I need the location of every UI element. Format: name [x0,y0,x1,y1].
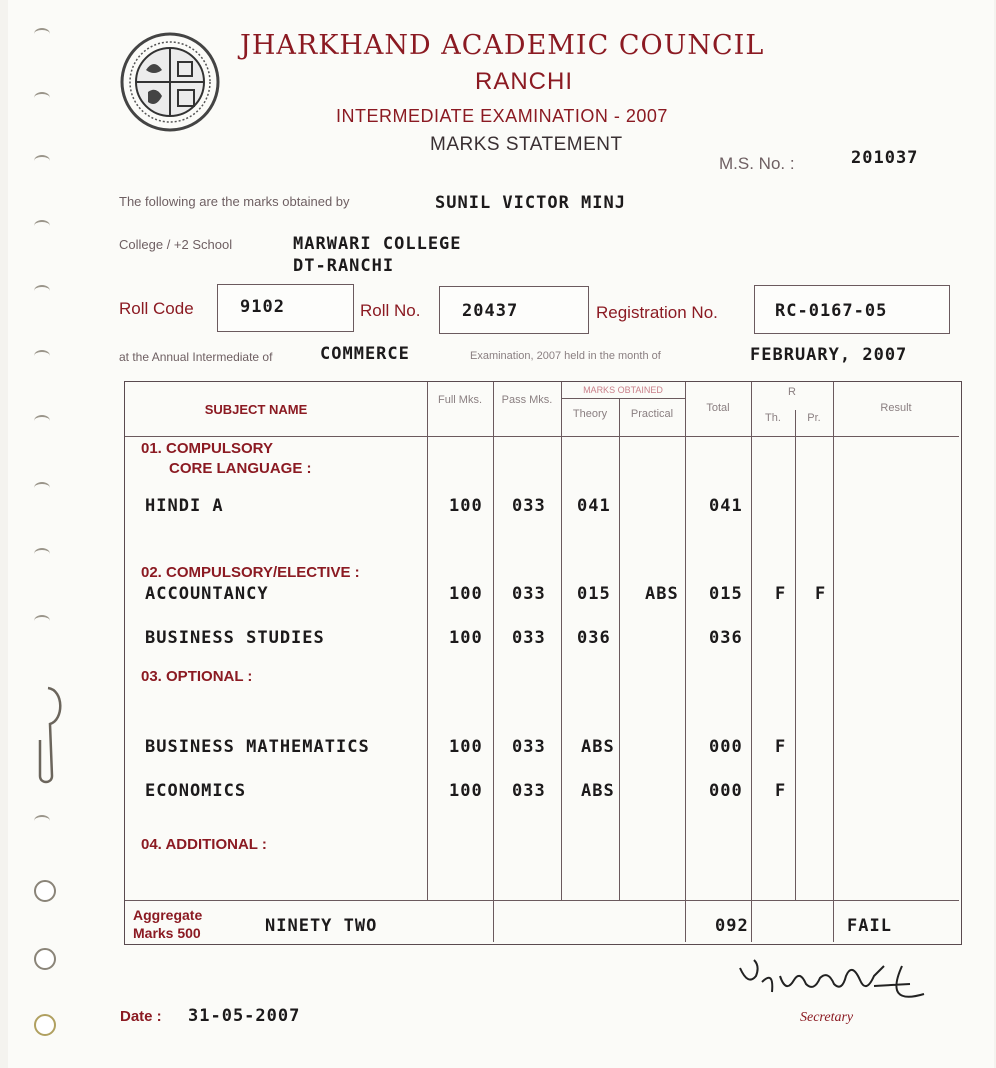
registration-label: Registration No. [596,303,718,322]
staple-clip [30,680,70,790]
section-additional-title: 04. ADDITIONAL : [141,836,267,853]
college-district: DT-RANCHI [293,256,395,276]
binder-hole [34,948,56,970]
theory-flag: F [775,584,787,604]
total-marks: 041 [709,496,743,516]
binder-hole [34,155,50,167]
col-r: R [788,386,796,398]
theory-flag: F [775,737,787,757]
binder-hole [34,285,50,297]
binder-hole [34,615,50,627]
theory-flag: F [775,781,787,801]
col-pr: Pr. [807,412,821,424]
binder-hole [34,482,50,494]
table-row [125,496,959,518]
col-th: Th. [765,412,781,424]
roll-code-value: 9102 [240,297,285,317]
aggregate-label: Aggregate Marks 500 [133,907,203,941]
section-compulsory-title: 01. COMPULSORY [141,440,273,457]
annual-label: at the Annual Intermediate of [119,350,273,364]
section-elective-title: 02. COMPULSORY/ELECTIVE : [141,564,360,581]
full-marks: 100 [449,628,483,648]
col-practical: Practical [630,408,674,420]
roll-no-box [439,286,589,334]
col-marks-obtained: MARKS OBTAINED [583,385,663,395]
col-full-marks: Full Mks. [438,394,482,406]
col-pass-marks: Pass Mks. [501,394,553,406]
total-marks: 000 [709,737,743,757]
college-label: College / +2 School [119,237,233,252]
candidate-name: SUNIL VICTOR MINJ [435,193,626,213]
table-row [125,628,959,650]
binder-hole [34,28,50,40]
pass-marks: 033 [512,496,546,516]
aggregate-total: 092 [715,916,749,936]
statement-title: MARKS STATEMENT [430,134,623,155]
binder-hole [34,815,50,827]
pass-marks: 033 [512,628,546,648]
col-total: Total [706,402,730,414]
binder-hole [34,548,50,560]
held-label: Examination, 2007 held in the month of [470,350,661,362]
theory-marks: 036 [577,628,611,648]
registration-box [754,285,950,334]
section-optional-title: 03. OPTIONAL : [141,668,253,685]
exam-title: INTERMEDIATE EXAMINATION - 2007 [336,106,668,126]
total-marks: 000 [709,781,743,801]
pass-marks: 033 [512,737,546,757]
full-marks: 100 [449,737,483,757]
council-seal-logo [118,30,222,134]
month-value: FEBRUARY, 2007 [750,345,908,365]
council-city: RANCHI [475,68,574,95]
subject-name: HINDI A [145,496,224,516]
full-marks: 100 [449,781,483,801]
roll-code-box [217,284,354,332]
registration-value: RC-0167-05 [775,301,888,321]
roll-no-value: 20437 [462,301,519,321]
ms-no-value: 201037 [851,148,919,168]
theory-marks: 041 [577,496,611,516]
theory-marks: ABS [581,737,615,757]
total-marks: 015 [709,584,743,604]
binder-hole [34,350,50,362]
stream-value: COMMERCE [320,344,410,364]
ms-no-label: M.S. No. : [719,154,795,173]
marks-statement-sheet [8,0,994,1068]
col-result: Result [880,402,912,414]
practical-flag: F [815,584,827,604]
practical-marks: ABS [645,584,679,604]
council-name: JHARKHAND ACADEMIC COUNCIL [240,30,765,61]
full-marks: 100 [449,496,483,516]
total-marks: 036 [709,628,743,648]
roll-code-label: Roll Code [119,299,194,318]
col-theory: Theory [572,408,608,420]
theory-marks: ABS [581,781,615,801]
table-row [125,781,959,803]
table-row [125,584,959,606]
aggregate-words: NINETY TWO [265,916,378,936]
col-subject: SUBJECT NAME [204,402,308,417]
binder-hole [34,220,50,232]
date-label: Date : [120,1008,162,1025]
binder-hole [34,880,56,902]
full-marks: 100 [449,584,483,604]
table-row [125,737,959,759]
section-compulsory-subtitle: CORE LANGUAGE : [169,460,312,477]
subject-name: BUSINESS STUDIES [145,628,325,648]
result-value: FAIL [847,916,892,936]
pass-marks: 033 [512,781,546,801]
subject-name: BUSINESS MATHEMATICS [145,737,370,757]
college-name: MARWARI COLLEGE [293,234,462,254]
roll-no-label: Roll No. [360,301,421,320]
marks-table [124,381,962,945]
obtained-by-label: The following are the marks obtained by [119,194,350,209]
subject-name: ECONOMICS [145,781,247,801]
subject-name: ACCOUNTANCY [145,584,269,604]
theory-marks: 015 [577,584,611,604]
binder-hole [34,415,50,427]
date-value: 31-05-2007 [188,1006,301,1026]
secretary-label: Secretary [800,1010,854,1025]
binder-hole [34,1014,56,1036]
pass-marks: 033 [512,584,546,604]
binder-hole [34,92,50,104]
